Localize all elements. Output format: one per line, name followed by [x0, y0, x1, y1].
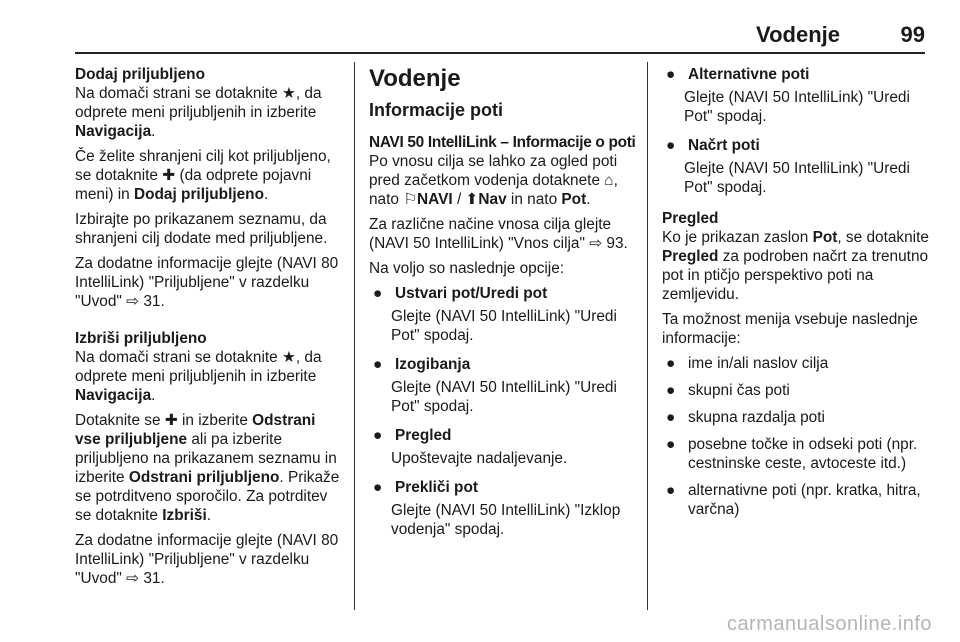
options-list	[369, 284, 637, 539]
paragraph: Za različne načine vnosa cilja glejte (NAVI 50 IntelliLink) "Vnos cilja" ⇨ 93.	[369, 216, 628, 252]
chapter-title: Vodenje	[369, 65, 461, 92]
bullet-icon: ●	[666, 482, 676, 499]
bullet-icon: ●	[666, 137, 676, 154]
paragraph: Če želite shranjeni cilj kot priljubljeno, se dotaknite ✚ (da odprete pojavni meni) in Dodaj priljubljeno.	[75, 148, 331, 203]
paragraph: Na voljo so naslednje opcije:	[369, 260, 565, 277]
star-icon: ★	[282, 85, 296, 102]
section-title-route-info: Informacije poti	[369, 100, 504, 120]
bullet-icon: ●	[666, 409, 676, 426]
paragraph: Za dodatne informacije glejte (NAVI 80 IntelliLink) "Priljubljene" v razdelku "Uvod" ⇨ 31.	[75, 255, 339, 310]
bullet-icon: ●	[666, 355, 676, 372]
column-divider-2	[647, 62, 648, 610]
list-item-desc: Upoštevajte nadaljevanje.	[391, 450, 568, 467]
paragraph: Izbirajte po prikazanem seznamu, da shranjeni cilj dodate med priljubljene.	[75, 211, 328, 247]
list-item-desc: Glejte (NAVI 50 IntelliLink) "Uredi Pot" spodaj.	[684, 160, 910, 196]
column-3	[662, 65, 930, 527]
list-item: ● ime in/ali naslov cilja	[662, 354, 930, 373]
list-item: ● skupni čas poti	[662, 381, 930, 400]
list-item: ● Izogibanja	[369, 355, 637, 374]
page-ref-icon: ⇨	[126, 293, 140, 310]
page-number: 99	[900, 22, 925, 47]
list-item: ● Alternativne poti	[662, 65, 930, 84]
running-title: Vodenje	[756, 22, 840, 47]
section-title-overview: Pregled	[662, 210, 719, 227]
paragraph: Po vnosu cilja se lahko za ogled poti pred začetkom vodenja dotaknete ⌂, nato ⚐NAVI / ⬆Nav in nato Pot.	[369, 153, 618, 208]
list-item: ● Načrt poti	[662, 136, 930, 155]
paragraph: Za dodatne informacije glejte (NAVI 80 IntelliLink) "Priljubljene" v razdelku "Uvod" ⇨ 31.	[75, 532, 339, 587]
paragraph: Ko je prikazan zaslon Pot, se dotaknite Pregled za podroben načrt za trenutno pot in ptičjo perspektivo poti na zemljevidu.	[662, 229, 929, 303]
page-header	[0, 0, 960, 58]
section-title-delete-favourite: Izbriši priljubljeno	[75, 330, 207, 347]
header-rule	[75, 52, 925, 54]
list-item-desc: Glejte (NAVI 50 IntelliLink) "Uredi Pot" spodaj.	[684, 89, 910, 125]
list-item: ● Ustvari pot/Uredi pot	[369, 284, 637, 303]
options-list-continued	[662, 65, 930, 197]
arrow-up-icon: ⬆	[465, 191, 479, 208]
list-item: ● skupna razdalja poti	[662, 408, 930, 427]
paragraph: Dotaknite se ✚ in izberite Odstrani vse priljubljene ali pa izberite priljubljeno na prikazanem seznamu in izberite Odstrani priljubljeno. Prikaže se potrditveno sporočilo. Za potrditev se dotaknite Izbriši.	[75, 412, 340, 524]
page-ref-icon: ⇨	[589, 235, 603, 252]
bullet-icon: ●	[373, 479, 383, 496]
paragraph: Na domači strani se dotaknite ★, da odprete meni priljubljenih in izberite Navigacija.	[75, 85, 322, 140]
bullet-icon: ●	[373, 285, 383, 302]
section-title-add-favourite: Dodaj priljubljeno	[75, 66, 205, 83]
plus-icon: ✚	[162, 167, 176, 184]
paragraph: Na domači strani se dotaknite ★, da odprete meni priljubljenih in izberite Navigacija.	[75, 349, 322, 404]
watermark: carmanualsonline.info	[726, 613, 932, 635]
list-item: ● Prekliči pot	[369, 478, 637, 497]
bullet-icon: ●	[373, 427, 383, 444]
list-item: ● Pregled	[369, 426, 637, 445]
list-item: ● alternativne poti (npr. kratka, hitra, varčna)	[662, 481, 930, 519]
plus-icon: ✚	[164, 412, 178, 429]
star-icon: ★	[282, 349, 296, 366]
home-icon: ⌂	[604, 172, 614, 189]
info-list	[662, 354, 930, 519]
flag-icon: ⚐	[403, 191, 418, 208]
list-item-desc: Glejte (NAVI 50 IntelliLink) "Izklop vodenja" spodaj.	[391, 502, 621, 538]
subsection-title: NAVI 50 IntelliLink – Informacije o poti	[369, 134, 636, 151]
bullet-icon: ●	[666, 382, 676, 399]
list-item-desc: Glejte (NAVI 50 IntelliLink) "Uredi Pot" spodaj.	[391, 379, 617, 415]
bullet-icon: ●	[666, 436, 676, 453]
column-1	[75, 65, 345, 594]
list-item: ● posebne točke in odseki poti (npr. cestninske ceste, avtoceste itd.)	[662, 435, 930, 473]
column-2	[369, 65, 637, 549]
bullet-icon: ●	[666, 66, 676, 83]
page-ref-icon: ⇨	[126, 570, 140, 587]
bullet-icon: ●	[373, 356, 383, 373]
list-item-desc: Glejte (NAVI 50 IntelliLink) "Uredi Pot" spodaj.	[391, 308, 617, 344]
paragraph: Ta možnost menija vsebuje naslednje informacije:	[662, 311, 918, 347]
column-divider-1	[354, 62, 355, 610]
